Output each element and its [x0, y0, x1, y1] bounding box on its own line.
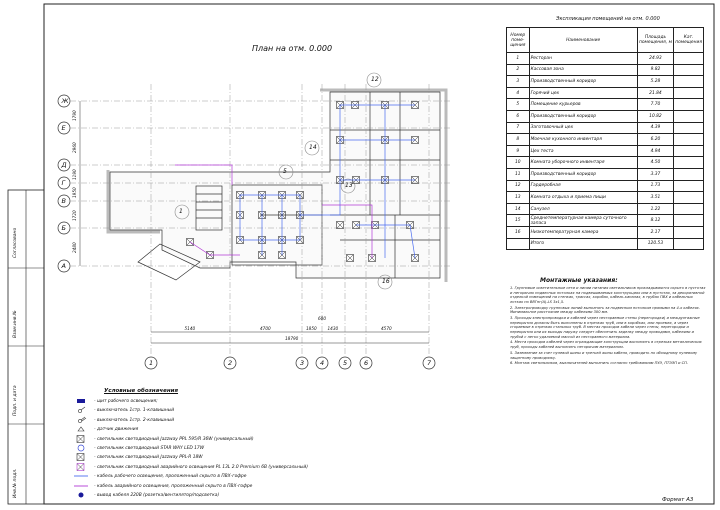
- explication-cell: 16: [507, 226, 530, 238]
- explication-cell: [674, 226, 704, 238]
- explication-cell: 6.20: [637, 134, 674, 146]
- explication-cell: 1.73: [637, 180, 674, 192]
- explication-cell: Ресторан: [529, 53, 637, 65]
- legend-symbol-icon: [74, 491, 88, 499]
- note-item: 6. Монтаж светильников, выключателей выполнить согласно требованиям ПУЭ, ПТЭЭП и СП.: [510, 361, 688, 366]
- axis-number: 4: [320, 358, 325, 367]
- legend-item: [68, 454, 328, 462]
- explication-header: Кат. помещения: [674, 28, 704, 53]
- explication-cell: Горячий цех: [529, 87, 637, 99]
- sub-dimension: 600: [318, 316, 326, 321]
- explication-row: [507, 238, 704, 250]
- legend-item: [68, 445, 328, 453]
- legend-symbol-icon: [74, 406, 88, 414]
- legend-item: [68, 473, 328, 481]
- total-dimension: 18790: [285, 336, 299, 341]
- explication-cell: Производственный коридор: [529, 76, 637, 88]
- axis-letter: В: [61, 196, 66, 205]
- explication-row: [507, 134, 704, 146]
- legend-label: - светильник светодиодный STAR WAY LED 17W: [94, 446, 205, 451]
- note-item: 5. Заземление за счет нулевой шины и третьей жилы кабеля, проводить по обоюдному нулевому защитному проводнику.: [510, 350, 698, 360]
- explication-row: [507, 157, 704, 169]
- explication-cell: Итого: [529, 238, 637, 250]
- room-mark-label: 12: [371, 76, 379, 83]
- legend-item: [68, 407, 328, 415]
- explication-cell: 21.84: [637, 87, 674, 99]
- legend-symbol-icon: [74, 397, 88, 405]
- room-mark-label: 16: [382, 278, 390, 285]
- legend-label: - выключатель 1стр. 1-клавишный: [94, 408, 175, 414]
- explication-cell: 5: [507, 99, 530, 111]
- explication-header: Наименование: [529, 28, 637, 53]
- explication-cell: 11: [507, 168, 530, 180]
- explication-cell: [674, 87, 704, 99]
- legend-item: [68, 417, 328, 425]
- bottom-dimension: 5140: [184, 326, 196, 331]
- axis-letter: Б: [61, 223, 66, 232]
- building-outline: [108, 90, 446, 282]
- axis-number: 7: [427, 358, 432, 367]
- explication-cell: 4.50: [637, 157, 674, 169]
- left-dimension: 1190: [72, 169, 77, 180]
- legend-symbol-icon: [74, 453, 88, 461]
- explication-cell: [507, 238, 530, 250]
- explication-cell: [674, 122, 704, 134]
- explication-cell: [674, 238, 704, 250]
- explication-cell: 3: [507, 76, 530, 88]
- explication-row: [507, 53, 704, 65]
- explication-row: [507, 122, 704, 134]
- legend-symbol-icon: [74, 444, 88, 452]
- explication-cell: 12: [507, 180, 530, 192]
- explication-cell: 1: [507, 53, 530, 65]
- legend-item: [68, 464, 328, 472]
- legend-item: [68, 492, 328, 500]
- explication-row: [507, 192, 704, 204]
- explication-cell: [674, 180, 704, 192]
- axis-number: 6: [364, 358, 369, 367]
- legend-label: - датчик движения: [94, 427, 139, 433]
- explication-cell: Среднетемпературная камера суточного запаса: [529, 215, 637, 227]
- explication-cell: 1.22: [637, 203, 674, 215]
- explication-cell: 9.82: [637, 64, 674, 76]
- explication-cell: 7: [507, 122, 530, 134]
- axis-letter: А: [61, 261, 66, 270]
- explication-cell: Помещение курьеров: [529, 99, 637, 111]
- explication-header: Номер поме-щения: [507, 28, 530, 53]
- explication-cell: 8: [507, 134, 530, 146]
- explication-cell: 8.12: [637, 215, 674, 227]
- legend-label: - кабель аварийного освещения, проложенный скрыто в ПВХ-гофре: [94, 483, 253, 489]
- explication-cell: 5.28: [637, 76, 674, 88]
- explication-cell: 7.70: [637, 99, 674, 111]
- explication-cell: 120.53: [637, 238, 674, 250]
- explication-cell: Моечная кухонного инвентаря: [529, 134, 637, 146]
- explication-cell: 4.39: [637, 122, 674, 134]
- bottom-dimension: 1430: [327, 326, 339, 331]
- explication-cell: Комната уборочного инвентаря: [529, 157, 637, 169]
- note-item: 3. Проходы электропроводки и кабелей через несгораемые стены (перегородки) и междуэтажные перекрытия должны быть выполнены в отрезках труб, или в коробках, или проемах, а через сгораемые в отрезках стальных труб. В местах проходов кабели через стены, перегородки и перекрытия или их выходы наружу следует обеспечить заделку между проводами, кабелями и трубой с легко удаляемой массой из несгораемого материала.: [510, 316, 700, 339]
- explication-cell: [674, 99, 704, 111]
- explication-row: [507, 76, 704, 88]
- bottom-dimension: 4570: [381, 326, 392, 331]
- notes-title: Монтажные указания:: [540, 277, 618, 284]
- note-item: 2. Электропроводку групповых линий выполнять за подвесным потолком прямыми на 4-х кабелях. Минимальное расстояние между кабелями 300 мм.: [510, 305, 700, 315]
- explication-cell: Цех теста: [529, 145, 637, 157]
- explication-row: [507, 99, 704, 111]
- explication-cell: [674, 53, 704, 65]
- explication-row: [507, 64, 704, 76]
- explication-cell: 6: [507, 110, 530, 122]
- room-mark-label: 14: [309, 144, 317, 151]
- explication-cell: [674, 203, 704, 215]
- legend-label: - светильник светодиодный Jazzway PPL 595/R 36W (универсальный): [94, 436, 254, 442]
- stamp-label: Взам.инв.№: [13, 310, 18, 338]
- stamp-label: Согласовано: [13, 227, 18, 258]
- legend-item: [68, 398, 328, 406]
- explication-row: [507, 203, 704, 215]
- explication-row: [507, 180, 704, 192]
- explication-cell: 2: [507, 64, 530, 76]
- explication-row: [507, 145, 704, 157]
- legend-item: [68, 426, 328, 434]
- bottom-dimension: 4700: [260, 326, 271, 331]
- explication-caption: Экспликация помещений на отм. 0.000: [556, 16, 660, 22]
- explication-cell: 9: [507, 145, 530, 157]
- axis-number: 5: [343, 358, 348, 367]
- explication-cell: Гардеробная: [529, 180, 637, 192]
- axis-number: 1: [149, 358, 154, 367]
- explication-cell: Кассовая зона: [529, 64, 637, 76]
- axis-number: 2: [228, 358, 233, 367]
- explication-row: [507, 215, 704, 227]
- legend-symbol-icon: [74, 482, 88, 490]
- axis-letter: Ж: [61, 96, 69, 105]
- explication-cell: 3.37: [637, 168, 674, 180]
- explication-row: [507, 87, 704, 99]
- legend-label: - выключатель 1стр. 2-клавишный: [94, 417, 175, 423]
- explication-row: [507, 168, 704, 180]
- legend-item: [68, 483, 328, 491]
- explication-table: [506, 27, 704, 250]
- explication-cell: [674, 64, 704, 76]
- legend-symbol-icon: [74, 425, 88, 433]
- explication-cell: Санузел: [529, 203, 637, 215]
- left-dimension: 2480: [72, 242, 77, 253]
- explication-cell: [674, 157, 704, 169]
- legend-symbol-icon: [74, 435, 88, 443]
- explication-cell: [674, 134, 704, 146]
- left-dimension: 1790: [72, 109, 77, 121]
- explication-cell: [674, 145, 704, 157]
- room-mark-label: 13: [345, 182, 353, 189]
- explication-cell: [674, 110, 704, 122]
- axis-letter: Г: [61, 178, 66, 187]
- legend-label: - светильник светодиодный Jazzway PPL-R 18W: [94, 455, 203, 461]
- explication-cell: Комната отдыха и приема пищи: [529, 192, 637, 204]
- explication-row: [507, 226, 704, 238]
- bottom-dimension: 1850: [306, 326, 317, 331]
- note-item: 4. Места проходов кабелей через ограждающие конструкции выполнить в отрезках металлических труб, проходы кабелей выполнить негорючим материалом.: [510, 340, 702, 350]
- explication-cell: Заготовочный цех: [529, 122, 637, 134]
- explication-cell: Производственный коридор: [529, 168, 637, 180]
- explication-cell: 14: [507, 203, 530, 215]
- explication-header-row: [507, 28, 704, 53]
- legend-label: - щит рабочего освещения;: [94, 399, 158, 404]
- explication-cell: Низкотемпературная камера: [529, 226, 637, 238]
- explication-cell: [674, 192, 704, 204]
- legend-label: - вывод кабеля 220В (розетка/вентилятор/подсветка): [94, 493, 220, 498]
- explication-cell: 10.82: [637, 110, 674, 122]
- explication-cell: 13: [507, 192, 530, 204]
- explication-row: [507, 110, 704, 122]
- explication-cell: 2.17: [637, 226, 674, 238]
- axis-number: 3: [300, 358, 305, 367]
- axis-letter: Е: [61, 123, 66, 132]
- note-item: 1. Групповые осветительные сети и линии питания светильников прокладываются скрыто в пустотах и негорючих подвесных потолках на подвешиваемых конструкциях или в пустотах, за декоративной отделкой помещений на стенках, трассах, коробах, кабель-каналах, в трубах ПВХ и кабельных лотках по ВВГнг(А)-LS 3х1,5.: [510, 286, 706, 304]
- installation-notes: [510, 286, 706, 367]
- legend-label: - кабель рабочего освещения, проложенный скрыто в ПВХ-гофре: [94, 474, 247, 480]
- legend-symbol-icon: [74, 463, 88, 471]
- explication-cell: 24.93: [637, 53, 674, 65]
- room-mark-label: 5: [283, 168, 287, 175]
- legend-symbol-icon: [74, 472, 88, 480]
- explication-cell: 3.51: [637, 192, 674, 204]
- axis-letter: Д: [61, 160, 67, 169]
- left-dimension: 1720: [72, 209, 77, 221]
- left-dimension: 1950: [72, 187, 77, 198]
- sheet-format: Формат А3: [662, 497, 694, 503]
- legend-title: Условные обозначения: [104, 388, 179, 394]
- legend-item: [68, 436, 328, 444]
- plan-title: План на отм. 0.000: [252, 44, 333, 53]
- legend-label: - светильник светодиодный аварийного освещения PL 13L 2.0 Premium 6B (универсальный): [94, 464, 308, 470]
- explication-cell: 4: [507, 87, 530, 99]
- explication-cell: [674, 76, 704, 88]
- room-mark-label: 1: [179, 208, 183, 215]
- left-dimension: 2960: [72, 141, 77, 153]
- explication-cell: 15: [507, 215, 530, 227]
- legend-symbol-icon: [74, 416, 88, 424]
- explication-header: Площадь помещения, м: [637, 28, 674, 53]
- explication-cell: 4.94: [637, 145, 674, 157]
- explication-cell: Производственный коридор: [529, 110, 637, 122]
- stamp-label: Подп. и дата: [13, 385, 18, 416]
- explication-cell: [674, 215, 704, 227]
- explication-cell: 10: [507, 157, 530, 169]
- explication-cell: [674, 168, 704, 180]
- stamp-label: Инв.№ подл.: [13, 468, 18, 498]
